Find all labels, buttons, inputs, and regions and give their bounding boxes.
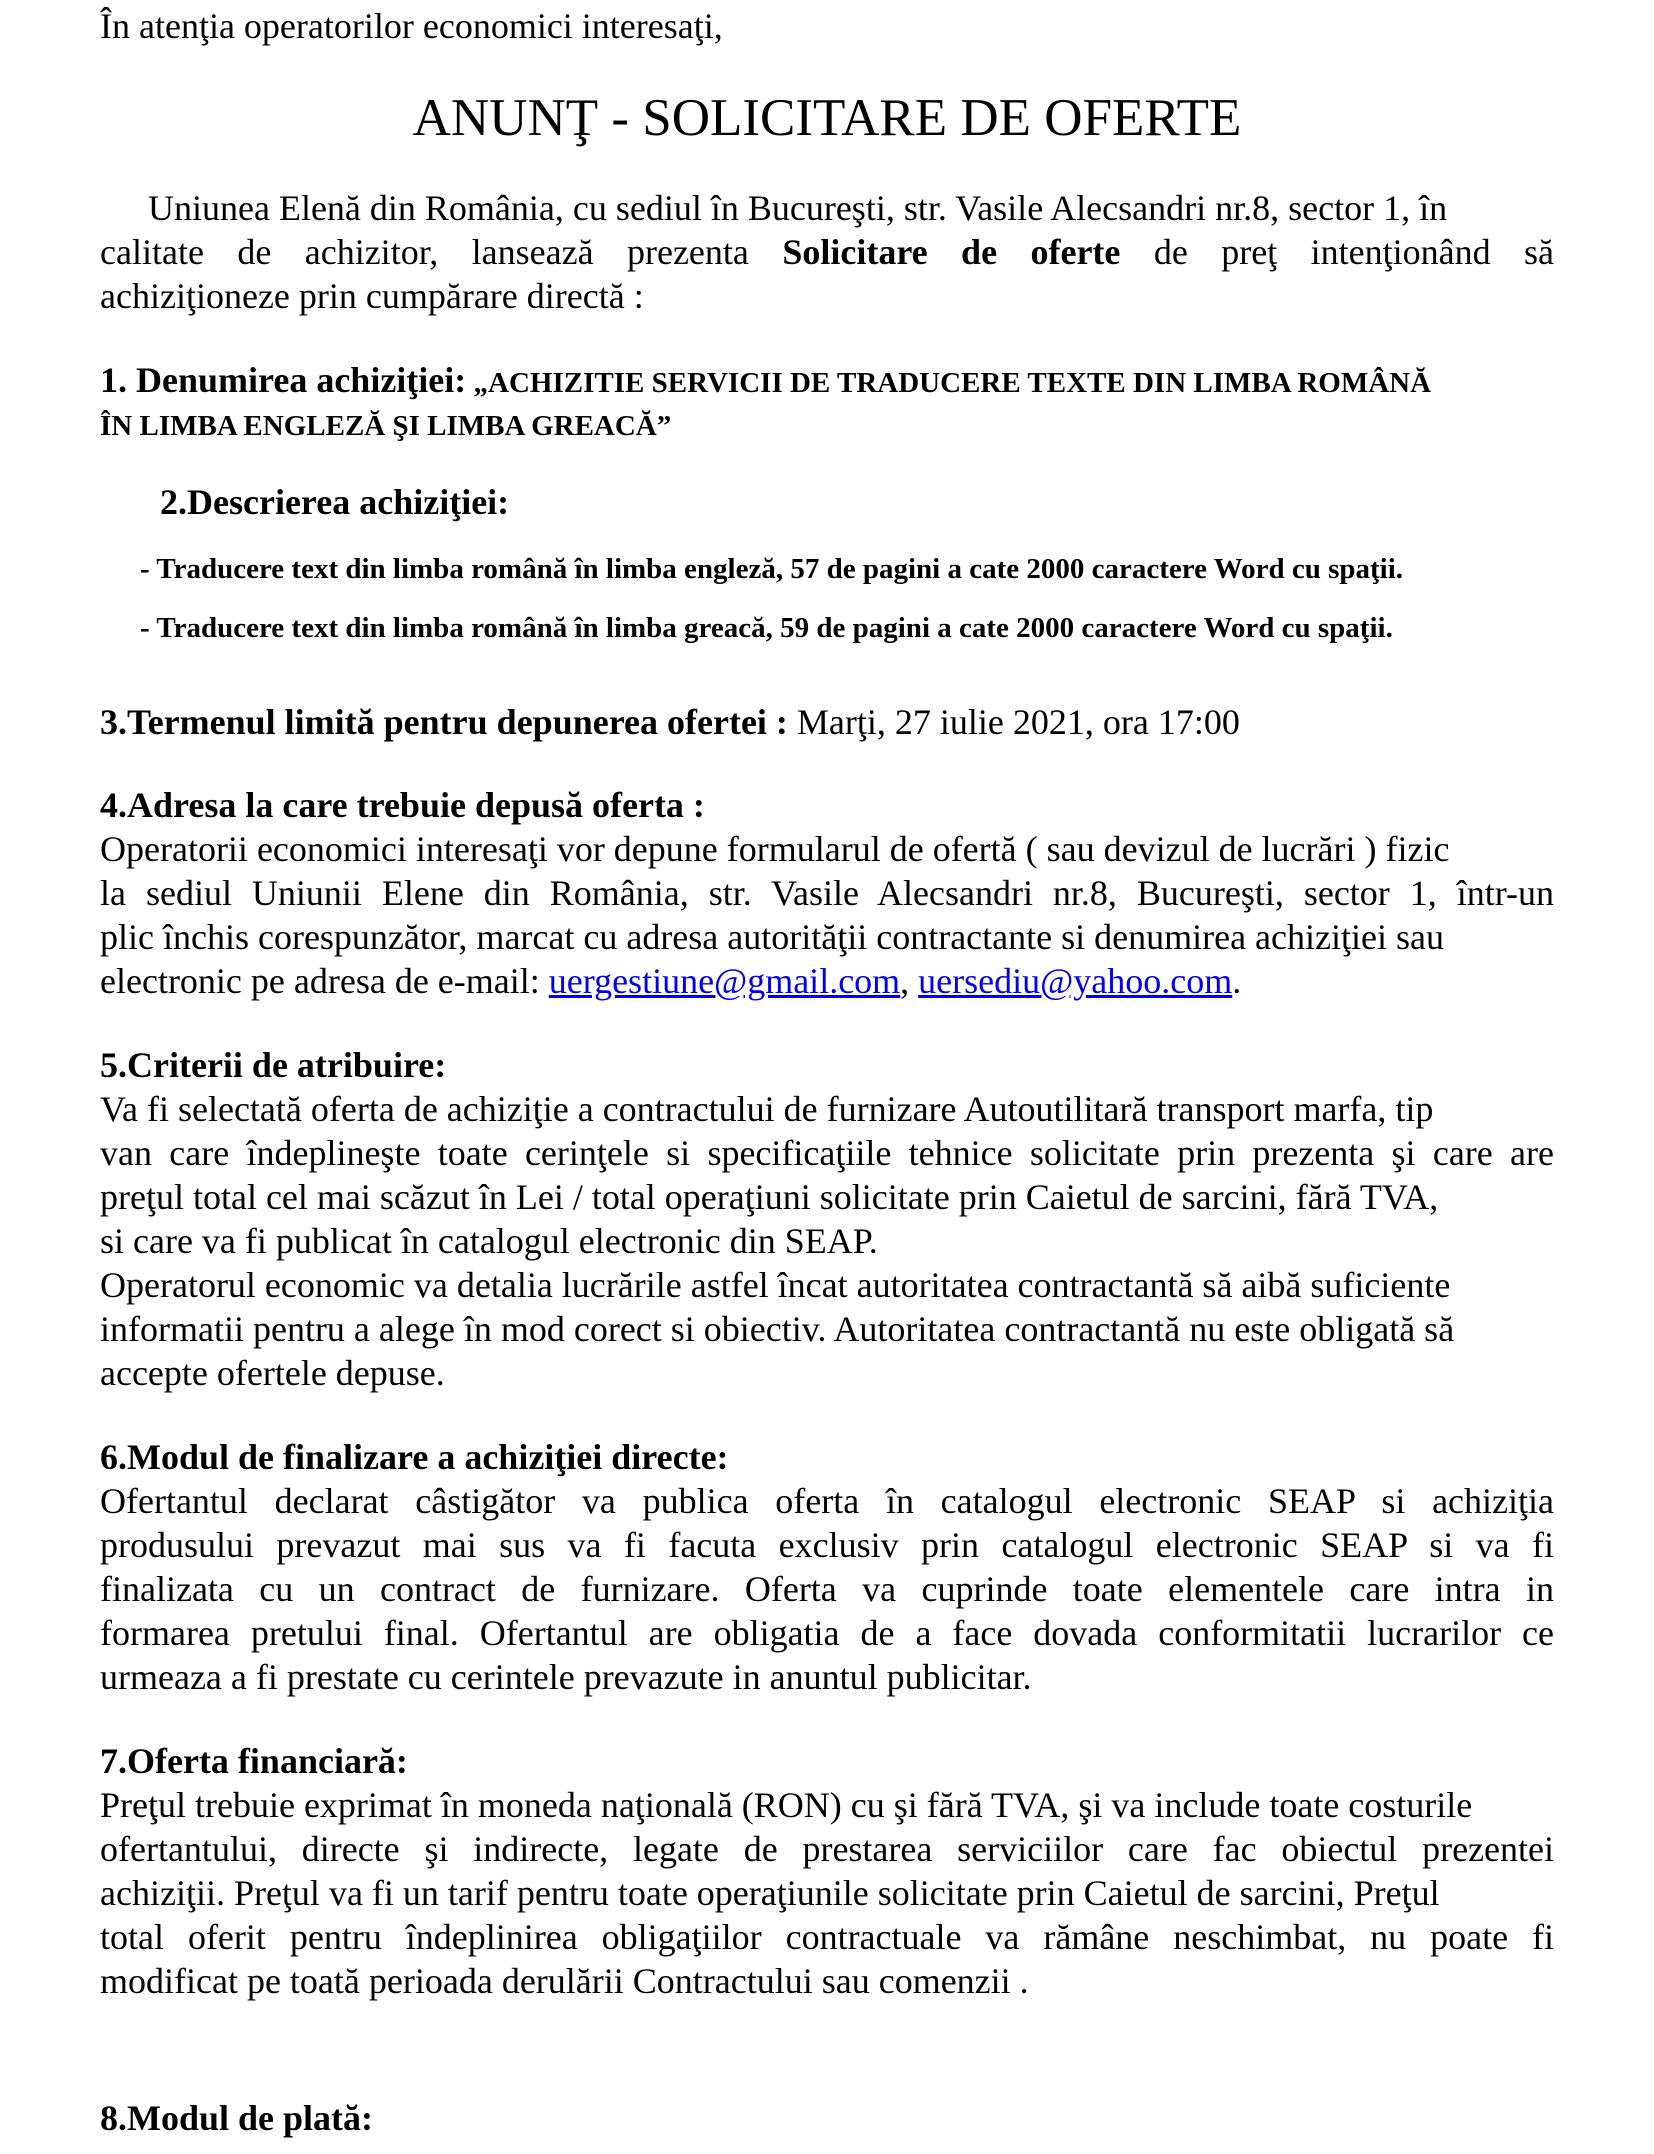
section-2-item-2: - Traducere text din limba română în limba greacă, 59 de pagini a cate 2000 caractere Word cu spaţii. [140,612,1393,644]
section-7-line: modificat pe toată perioada derulării Contractului sau comenzii . [100,1961,1029,2001]
section-5-line: preţul total cel mai scăzut în Lei / total operaţiuni solicitate prin Caietul de sarcini, fără TVA, [100,1177,1439,1217]
section-2-item-1: - Traducere text din limba română în limba engleză, 57 de pagini a cate 2000 caractere Word cu spaţii. [140,553,1404,585]
email-link-1[interactable]: uergestiune@gmail.com [548,961,901,1001]
section-5-line: van care îndeplineşte toate cerinţele si specificaţiile tehnice solicitate prin prezenta şi care are [100,1133,1554,1173]
section-3 [100,700,1554,744]
section-6-line: urmeaza a fi prestate cu cerintele prevazute in anuntul publicitar. [100,1657,1032,1697]
email-link-2[interactable]: uersediu@yahoo.com [918,961,1233,1001]
section-6-line: produsului prevazut mai sus va fi facuta exclusiv prin catalogul electronic SEAP si va fi [100,1525,1554,1565]
page-title: ANUNŢ - SOLICITARE DE OFERTE [412,89,1242,147]
section-6-line: finalizata cu un contract de furnizare. Oferta va cuprinde toate elementele care intra in [100,1569,1554,1609]
section-5-line: si care va fi publicat în catalogul electronic din SEAP. [100,1221,878,1261]
section-5-line: Va fi selectată oferta de achiziţie a contractului de furnizare Autoutilitară transport marfa, tip [100,1089,1434,1129]
section-1-name: „ACHIZITIE SERVICII DE TRADUCERE TEXTE DIN LIMBA ROMÂNĂ [466,367,1432,399]
section-4-line-3: plic închis corespunzător, marcat cu adresa autorităţii contractante si denumirea achiziţiei sau [100,917,1444,957]
intro-line-2: calitate de achizitor, lansează prezenta Solicitare de oferte de preţ intenţionând să [100,232,1554,272]
section-6-line: Ofertantul declarat câstigător va publica oferta în catalogul electronic SEAP si achiziţia [100,1481,1554,1521]
section-7-line: total oferit pentru îndeplinirea obligaţiilor contractuale va rămâne neschimbat, nu poate fi [100,1917,1554,1957]
section-4-line-2: la sediul Uniunii Elene din România, str. Vasile Alecsandri nr.8, Bucureşti, sector 1, într-un [100,873,1554,913]
section-3-value: Marţi, 27 iulie 2021, ora 17:00 [787,702,1240,742]
section-4-line-4: electronic pe adresa de e-mail: uergestiune@gmail.com, uersediu@yahoo.com. [100,961,1242,1001]
section-1-line-2: ÎN LIMBA ENGLEZĂ ŞI LIMBA GREACĂ” [100,410,672,442]
intro-emphasis: Solicitare de oferte [782,232,1121,272]
section-1-label: 1. Denumirea achiziţiei: [100,360,467,400]
section-5-heading: 5.Criterii de atribuire: [100,1045,447,1085]
section-7-line: achiziţii. Preţul va fi un tarif pentru toate operaţiunile solicitate prin Caietul de sarcini, Preţul [100,1873,1440,1913]
section-4-line-1: Operatorii economici interesaţi vor depune formularul de ofertă ( sau devizul de lucrări ) fizic [100,829,1450,869]
section-3-label: 3.Termenul limită pentru depunerea ofertei : [100,702,788,742]
greeting: În atenţia operatorilor economici interesaţi, [100,6,723,46]
intro-line-1: Uniunea Elenă din România, cu sediul în Bucureşti, str. Vasile Alecsandri nr.8, sector 1, în [148,188,1448,228]
section-5-line: informatii pentru a alege în mod corect si obiectiv. Autoritatea contractantă nu este obligată să [100,1309,1455,1349]
section-5-line: accepte ofertele depuse. [100,1353,445,1393]
section-7-heading: 7.Oferta financiară: [100,1741,408,1781]
section-8-heading: 8.Modul de plată: [100,2098,374,2138]
intro-line-3: achiziţioneze prin cumpărare directă : [100,276,644,316]
section-7-line: Preţul trebuie exprimat în moneda naţională (RON) cu şi fără TVA, şi va include toate costurile [100,1785,1473,1825]
section-7-line: ofertantului, directe şi indirecte, legate de prestarea serviciilor care fac obiectul prezentei [100,1829,1554,1869]
section-5-line: Operatorul economic va detalia lucrările astfel încat autoritatea contractantă să aibă suficiente [100,1265,1451,1305]
section-6-heading: 6.Modul de finalizare a achiziţiei directe: [100,1437,729,1477]
section-4-heading: 4.Adresa la care trebuie depusă oferta : [100,785,705,825]
section-1-line-1 [100,358,1554,405]
section-6-line: formarea pretului final. Ofertantul are obligatia de a face dovada conformitatii lucrarilor ce [100,1613,1554,1653]
section-2-heading: 2.Descrierea achiziţiei: [160,482,510,522]
